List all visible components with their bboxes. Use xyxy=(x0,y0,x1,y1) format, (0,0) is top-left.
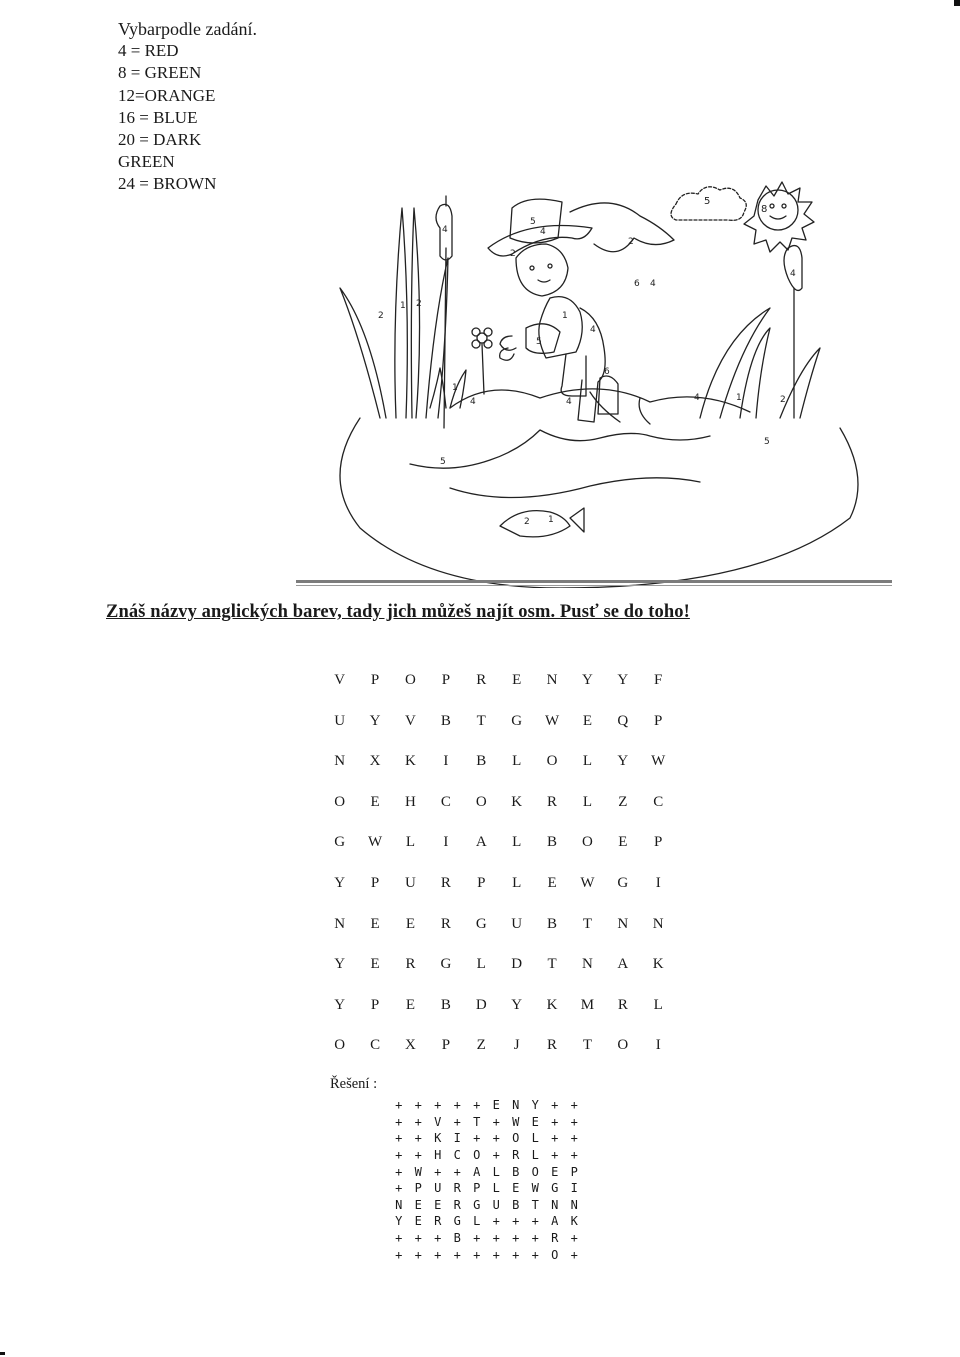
grid-letter: X xyxy=(405,1037,416,1054)
number-label: 4 xyxy=(442,225,448,235)
solution-grid xyxy=(389,1097,584,1263)
legend-item: 12=ORANGE xyxy=(118,85,216,105)
solution-cell: N xyxy=(512,1098,520,1113)
solution-cell: A xyxy=(473,1164,481,1179)
number-label: 5 xyxy=(704,196,711,207)
solution-cell: O xyxy=(473,1148,481,1163)
solution-cell: R xyxy=(512,1148,520,1163)
solution-cell: + xyxy=(414,1131,422,1146)
grid-letter: Q xyxy=(617,712,629,729)
grid-letter: W xyxy=(651,753,666,770)
grid-letter: Z xyxy=(618,793,628,810)
solution-cell: W xyxy=(414,1164,422,1179)
solution-cell: B xyxy=(453,1231,461,1246)
grid-letter: Z xyxy=(476,1037,486,1054)
grid-letter: L xyxy=(512,874,522,891)
solution-cell: + xyxy=(434,1247,442,1262)
grid-letter: B xyxy=(547,915,558,932)
grid-letter: B xyxy=(440,712,451,729)
solution-cell: + xyxy=(453,1114,461,1129)
solution-cell: G xyxy=(551,1181,559,1196)
solution-cell: U xyxy=(434,1181,442,1196)
girl-drawing xyxy=(488,199,674,422)
grid-letter: C xyxy=(653,793,664,810)
grid-letter: Y xyxy=(334,956,346,973)
number-label: 4 xyxy=(470,397,476,407)
grid-letter: N xyxy=(652,915,664,932)
grid-letter: G xyxy=(511,712,523,729)
solution-cell: R xyxy=(551,1231,559,1246)
grid-letter: T xyxy=(582,915,593,932)
solution-cell: + xyxy=(492,1131,500,1146)
grid-letter: J xyxy=(513,1037,520,1054)
solution-cell: K xyxy=(434,1131,442,1146)
grid-letter: D xyxy=(511,956,523,973)
grid-letter: C xyxy=(440,793,451,810)
number-label: 2 xyxy=(378,311,384,321)
solution-cell: L xyxy=(531,1148,539,1163)
grid-letter: T xyxy=(582,1037,593,1054)
grid-letter: O xyxy=(475,793,487,810)
solution-cell: E xyxy=(531,1114,539,1129)
number-label: 4 xyxy=(694,393,700,403)
grid-letter: E xyxy=(370,956,380,973)
grid-letter: I xyxy=(443,753,449,770)
solution-cell: B xyxy=(512,1197,520,1212)
grid-letter: E xyxy=(405,996,416,1013)
number-label: 4 xyxy=(650,279,656,289)
solution-cell: + xyxy=(551,1098,559,1113)
solution-cell: + xyxy=(395,1231,403,1246)
number-label: 1 xyxy=(736,393,742,403)
grid-letter: W xyxy=(368,834,383,851)
grid-letter: O xyxy=(334,793,346,810)
cloud-drawing xyxy=(671,187,746,221)
grid-letter: B xyxy=(476,753,487,770)
solution-cell: + xyxy=(512,1214,520,1229)
solution-cell: N xyxy=(395,1197,403,1212)
solution-cell: + xyxy=(570,1231,578,1246)
solution-cell: + xyxy=(551,1114,559,1129)
number-label: 5 xyxy=(764,437,770,447)
divider-line xyxy=(296,580,892,583)
solution-cell: + xyxy=(395,1181,403,1196)
grid-letter: L xyxy=(476,956,486,973)
grid-letter: W xyxy=(580,874,595,891)
grid-letter: K xyxy=(652,956,664,973)
solution-cell: + xyxy=(414,1114,422,1129)
legend-item: 20 = DARK xyxy=(118,130,202,150)
number-label: 4 xyxy=(590,325,596,335)
solution-cell: P xyxy=(570,1164,578,1179)
solution-cell: C xyxy=(453,1148,461,1163)
grid-letter: L xyxy=(405,834,416,851)
grid-letter: N xyxy=(582,956,593,973)
grid-letter: T xyxy=(547,956,557,973)
grid-letter: G xyxy=(440,956,452,973)
coloring-illustration xyxy=(300,168,860,588)
grid-letter: P xyxy=(370,874,380,891)
solution-cell: + xyxy=(434,1164,442,1179)
grid-letter: G xyxy=(334,834,346,851)
pond-drawing xyxy=(340,418,858,588)
grid-letter: E xyxy=(370,793,380,810)
number-label: 2 xyxy=(416,299,422,309)
reeds-left-drawing xyxy=(340,196,466,428)
number-label: 1 xyxy=(562,311,568,321)
grid-letter: Y xyxy=(334,996,346,1013)
grid-letter: E xyxy=(405,915,416,932)
reeds-right-drawing xyxy=(700,246,820,418)
solution-cell: + xyxy=(492,1247,500,1262)
number-label: 2 xyxy=(628,237,634,247)
solution-cell: + xyxy=(492,1148,500,1163)
grid-letter: Y xyxy=(582,672,593,688)
solution-cell: + xyxy=(453,1247,461,1262)
grid-letter: D xyxy=(475,996,487,1013)
solution-cell: O xyxy=(531,1164,539,1179)
solution-cell: N xyxy=(551,1197,559,1212)
grid-letter: R xyxy=(440,915,451,932)
grid-letter: R xyxy=(405,956,416,973)
grid-letter: E xyxy=(547,874,557,891)
number-label: 6 xyxy=(604,367,610,377)
solution-cell: H xyxy=(434,1148,442,1163)
grid-letter: G xyxy=(617,874,629,891)
grid-letter: L xyxy=(653,996,663,1013)
solution-cell: + xyxy=(551,1148,559,1163)
grid-letter: I xyxy=(655,874,661,891)
grid-letter: V xyxy=(334,672,346,688)
solution-cell: + xyxy=(395,1148,403,1163)
grid-letter: R xyxy=(547,793,558,810)
number-label: 5 xyxy=(536,337,542,347)
solution-cell: P xyxy=(414,1181,422,1196)
divider-line-secondary xyxy=(296,585,892,586)
grid-letter: N xyxy=(546,672,558,688)
solution-cell: + xyxy=(531,1231,539,1246)
grid-letter: R xyxy=(476,672,487,688)
solution-cell: + xyxy=(512,1247,520,1262)
solution-cell: + xyxy=(473,1231,481,1246)
grid-letter: L xyxy=(582,793,593,810)
solution-cell: T xyxy=(473,1114,481,1129)
solution-cell: + xyxy=(414,1148,422,1163)
wordsearch-grid xyxy=(322,672,676,1078)
grid-letter: Y xyxy=(511,996,523,1013)
solution-cell: I xyxy=(570,1181,578,1196)
solution-cell: + xyxy=(395,1098,403,1113)
solution-cell: Y xyxy=(531,1098,539,1113)
grid-letter: K xyxy=(405,753,416,770)
grid-letter: R xyxy=(617,996,628,1013)
wordsearch-heading: Znáš názvy anglických barev, tady jich můžeš najít osm. Pusť se do toho! xyxy=(106,602,690,622)
legend-item: GREEN xyxy=(118,152,175,172)
number-label: 2 xyxy=(524,517,530,527)
grid-letter: L xyxy=(512,753,522,770)
grid-letter: P xyxy=(441,1037,451,1054)
solution-cell: R xyxy=(453,1181,461,1196)
solution-cell: + xyxy=(453,1098,461,1113)
solution-cell: G xyxy=(453,1214,461,1229)
grid-letter: O xyxy=(405,672,416,688)
solution-cell: T xyxy=(531,1197,539,1212)
solution-cell: + xyxy=(570,1098,578,1113)
grid-letter: R xyxy=(440,874,451,891)
solution-cell: + xyxy=(551,1131,559,1146)
solution-cell: + xyxy=(492,1214,500,1229)
grid-letter: N xyxy=(334,915,346,932)
bank-drawing xyxy=(450,389,750,424)
grid-letter: P xyxy=(370,996,380,1013)
number-label: 4 xyxy=(566,397,572,407)
grid-letter: Y xyxy=(334,874,346,891)
solution-cell: L xyxy=(492,1181,500,1196)
grid-letter: P xyxy=(654,712,663,729)
solution-cell: + xyxy=(434,1231,442,1246)
solution-cell: L xyxy=(492,1164,500,1179)
grid-letter: K xyxy=(511,793,523,810)
solution-cell: U xyxy=(492,1197,500,1212)
flower-drawing xyxy=(472,328,492,394)
grid-letter: N xyxy=(617,915,629,932)
grid-letter: U xyxy=(511,915,523,932)
solution-cell: + xyxy=(570,1247,578,1262)
solution-cell: + xyxy=(570,1148,578,1163)
solution-cell: L xyxy=(531,1131,539,1146)
grid-letter: V xyxy=(405,712,416,729)
solution-cell: + xyxy=(492,1231,500,1246)
number-label: 6 xyxy=(634,279,640,289)
number-label: 5 xyxy=(440,457,446,467)
solution-cell: + xyxy=(395,1114,403,1129)
grid-letter: Y xyxy=(617,672,629,688)
number-label: 1 xyxy=(400,301,406,311)
number-label: 4 xyxy=(540,227,546,237)
grid-letter: L xyxy=(512,834,522,851)
solution-cell: + xyxy=(395,1131,403,1146)
grid-letter: E xyxy=(370,915,380,932)
solution-cell: E xyxy=(414,1214,422,1229)
solution-cell: + xyxy=(492,1114,500,1129)
solution-cell: + xyxy=(473,1098,481,1113)
grid-letter: W xyxy=(544,712,560,729)
solution-label: Řešení : xyxy=(330,1076,378,1092)
solution-cell: E xyxy=(414,1197,422,1212)
solution-cell: A xyxy=(551,1214,559,1229)
grid-letter: R xyxy=(547,1037,558,1054)
solution-cell: E xyxy=(551,1164,559,1179)
grid-letter: B xyxy=(547,834,558,851)
grid-letter: O xyxy=(334,1037,346,1054)
grid-letter: C xyxy=(370,1037,381,1054)
solution-cell: L xyxy=(473,1214,481,1229)
solution-cell: P xyxy=(473,1181,481,1196)
grid-letter: P xyxy=(477,874,486,891)
grid-letter: F xyxy=(654,672,663,688)
solution-cell: O xyxy=(512,1131,520,1146)
grid-letter: K xyxy=(546,996,558,1013)
solution-cell: + xyxy=(414,1247,422,1262)
solution-cell: I xyxy=(453,1131,461,1146)
number-label: 2 xyxy=(780,395,786,405)
legend-item: 4 = RED xyxy=(118,41,179,61)
grid-letter: E xyxy=(582,712,593,729)
grid-letter: Y xyxy=(617,753,629,770)
solution-cell: + xyxy=(512,1231,520,1246)
solution-cell: B xyxy=(512,1164,520,1179)
legend-item: 8 = GREEN xyxy=(118,63,202,83)
number-label: 5 xyxy=(530,217,536,227)
solution-cell: + xyxy=(434,1098,442,1113)
scan-mark xyxy=(0,1352,5,1355)
legend-title: Vybarpodle zadání. xyxy=(118,19,257,39)
number-label: 8 xyxy=(761,204,768,215)
solution-cell: + xyxy=(570,1131,578,1146)
number-label: 2 xyxy=(510,249,516,259)
solution-cell: V xyxy=(434,1114,442,1129)
color-legend xyxy=(118,18,257,196)
solution-cell: N xyxy=(570,1197,578,1212)
grid-letter: G xyxy=(475,915,487,932)
number-label: 1 xyxy=(452,383,458,393)
grid-letter: E xyxy=(512,672,522,688)
grid-letter: P xyxy=(370,672,380,688)
solution-cell: + xyxy=(453,1164,461,1179)
legend-item: 24 = BROWN xyxy=(118,174,217,194)
solution-cell: E xyxy=(512,1181,520,1196)
solution-cell: Y xyxy=(395,1214,403,1229)
number-label: 4 xyxy=(790,269,796,279)
grid-letter: N xyxy=(334,753,346,770)
grid-letter: O xyxy=(546,753,558,770)
grid-letter: L xyxy=(582,753,593,770)
grid-letter: U xyxy=(405,874,416,891)
grid-letter: A xyxy=(475,834,487,851)
grid-letter: O xyxy=(582,834,593,851)
grid-letter: X xyxy=(369,753,381,770)
solution-cell: + xyxy=(395,1164,403,1179)
grid-letter: M xyxy=(580,996,595,1013)
number-label: 1 xyxy=(548,515,554,525)
solution-cell: O xyxy=(551,1247,559,1262)
solution-cell: E xyxy=(492,1098,500,1113)
solution-cell: W xyxy=(512,1114,520,1129)
solution-cell: W xyxy=(531,1181,539,1196)
grid-letter: U xyxy=(334,712,346,729)
solution-cell: E xyxy=(434,1197,442,1212)
solution-cell: + xyxy=(473,1131,481,1146)
grid-letter: T xyxy=(476,712,486,729)
solution-cell: R xyxy=(434,1214,442,1229)
solution-cell: + xyxy=(414,1231,422,1246)
grid-letter: H xyxy=(405,793,416,810)
solution-cell: + xyxy=(414,1098,422,1113)
grid-letter: I xyxy=(655,1037,661,1054)
grid-letter: B xyxy=(440,996,451,1013)
grid-letter: O xyxy=(617,1037,629,1054)
scan-mark xyxy=(954,0,960,6)
grid-letter: Y xyxy=(369,712,381,729)
solution-cell: + xyxy=(531,1214,539,1229)
grid-letter: P xyxy=(441,672,451,688)
solution-cell: G xyxy=(473,1197,481,1212)
solution-cell: + xyxy=(473,1247,481,1262)
solution-cell: R xyxy=(453,1197,461,1212)
legend-item: 16 = BLUE xyxy=(118,107,198,127)
solution-cell: + xyxy=(570,1114,578,1129)
grid-letter: E xyxy=(618,834,628,851)
grid-letter: P xyxy=(654,834,663,851)
solution-cell: K xyxy=(570,1214,578,1229)
solution-cell: + xyxy=(395,1247,403,1262)
sun-drawing xyxy=(744,182,814,252)
grid-letter: A xyxy=(617,956,629,973)
solution-cell: + xyxy=(531,1247,539,1262)
grid-letter: I xyxy=(443,834,449,851)
